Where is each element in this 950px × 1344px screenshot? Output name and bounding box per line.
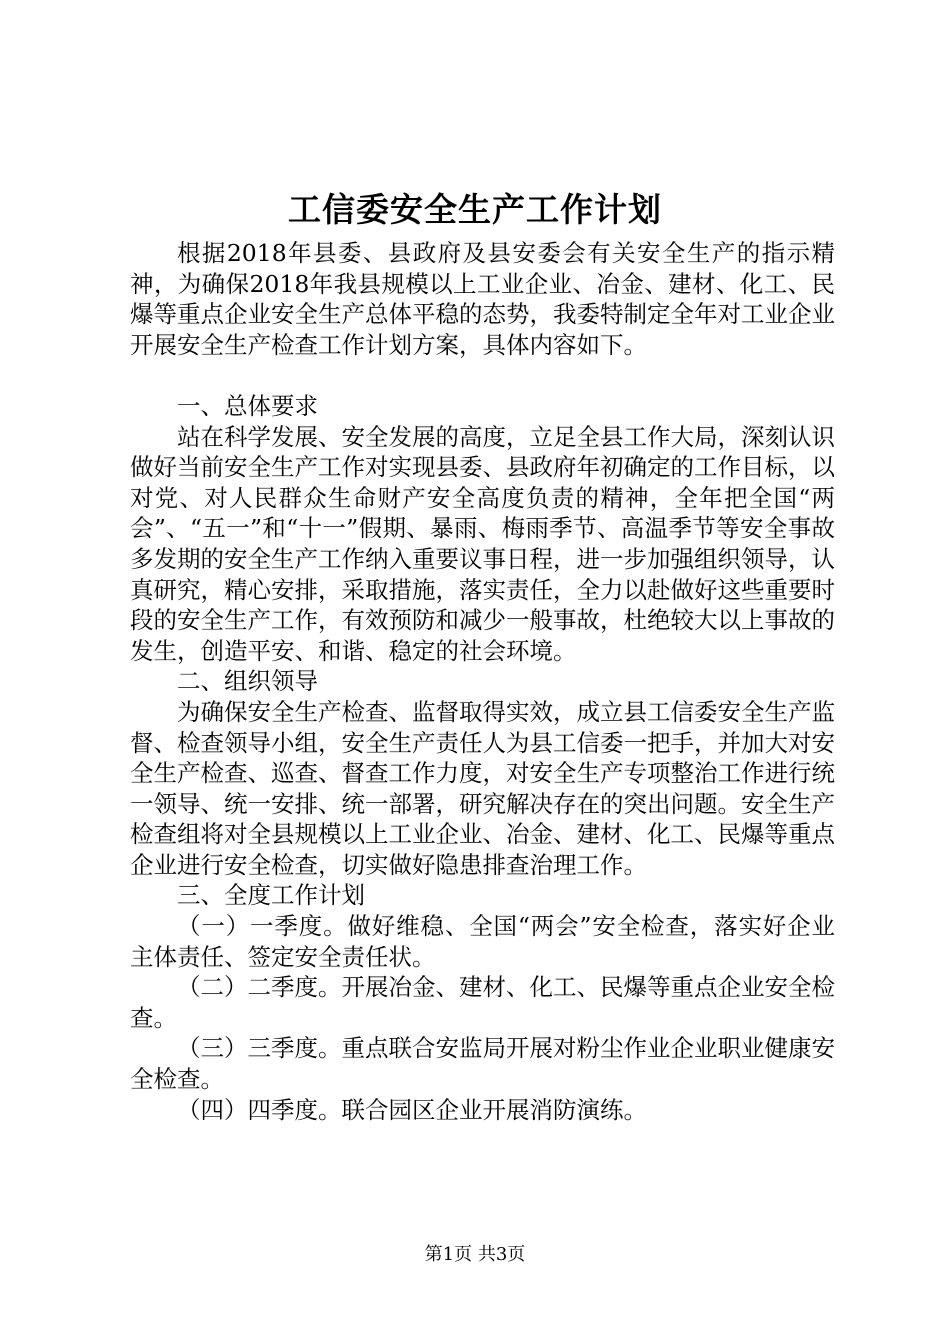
- general-requirements-paragraph: 站在科学发展、安全发展的高度，立足全县工作大局，深刻认识做好当前安全生产工作对实现县委、县政府年初确定的工作目标，以对党、对人民群众生命财产安全高度负责的精神，全年把全国“两会”、“五一”和“十一”假期、暴雨、梅雨季节、高温季节等安全事故多发期的安全生产工作纳入重要议事日程，进一步加强组织领导，认真研究，精心安排，采取措施，落实责任，全力以赴做好这些重要时段的安全生产工作，有效预防和减少一般事故，杜绝较大以上事故的发生，创造平安、和谐、稳定的社会环境。: [130, 422, 835, 665]
- organization-paragraph: 为确保安全生产检查、监督取得实效，成立县工信委安全生产监督、检查领导小组，安全生产责任人为县工信委一把手，并加大对安全生产检查、巡查、督查工作力度，对安全生产专项整治工作进行统一领导、统一安排、统一部署，研究解决存在的突出问题。安全生产检查组将对全县规模以上工业企业、冶金、建材、化工、民爆等重点企业进行安全检查，切实做好隐患排查治理工作。: [130, 697, 835, 879]
- section-heading-annual-plan: 三、全度工作计划: [177, 881, 365, 910]
- page-number-footer: 第1页 共3页: [424, 1244, 526, 1265]
- document-title: 工信委安全生产工作计划: [288, 190, 662, 229]
- intro-paragraph: 根据2018年县委、县政府及县安委会有关安全生产的指示精神，为确保2018年我县规模以上工业企业、冶金、建材、化工、民爆等重点企业安全生产总体平稳的态势，我委特制定全年对工业企业开展安全生产检查工作计划方案，具体内容如下。: [130, 239, 835, 359]
- plan-item-q4: （四）四季度。联合园区企业开展消防演练。: [177, 1095, 647, 1124]
- section-heading-organization: 二、组织领导: [177, 667, 318, 696]
- plan-item-q2: （二）二季度。开展冶金、建材、化工、民爆等重点企业安全检查。: [130, 973, 835, 1032]
- plan-item-q3: （三）三季度。重点联合安监局开展对粉尘作业企业职业健康安全检查。: [130, 1034, 835, 1094]
- plan-item-q1: （一）一季度。做好维稳、全国“两会”安全检查，落实好企业主体责任、签定安全责任状。: [130, 912, 835, 971]
- section-heading-general-requirements: 一、总体要求: [177, 391, 318, 420]
- document-body: [130, 238, 835, 1125]
